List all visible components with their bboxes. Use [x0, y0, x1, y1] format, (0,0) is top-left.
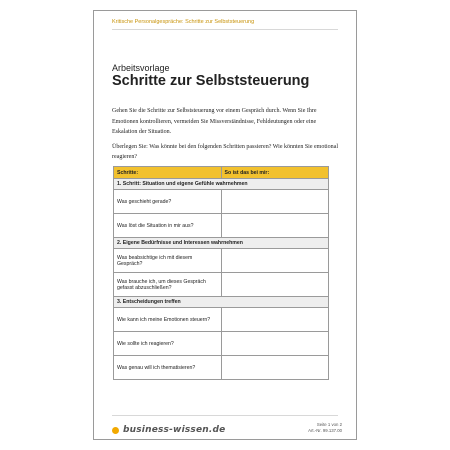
brand-dot-icon — [112, 427, 119, 434]
section-title: 1. Schritt: Situation und eigene Gefühle wahrnehmen — [114, 179, 329, 190]
header-divider — [112, 29, 338, 30]
answer-cell[interactable] — [221, 249, 329, 273]
answer-cell[interactable] — [221, 273, 329, 297]
question-cell: Was beabsichtige ich mit diesem Gespräch? — [114, 249, 222, 273]
document-kicker: Arbeitsvorlage — [112, 63, 170, 73]
running-header: Kritische Personalgespräche: Schritte zur Selbststeuerung — [112, 19, 255, 25]
article-number: Art.-Nr. 99.137.00 — [308, 428, 342, 433]
section-row — [114, 179, 329, 190]
column-header-steps: Schritte: — [114, 167, 222, 179]
table-row — [114, 273, 329, 297]
table-row — [114, 332, 329, 356]
section-title: 3. Entscheidungen treffen — [114, 297, 329, 308]
question-cell: Was genau will ich thematisieren? — [114, 356, 222, 380]
table-header-row — [114, 167, 329, 179]
question-cell: Was löst die Situation in mir aus? — [114, 214, 222, 238]
table-row — [114, 190, 329, 214]
table-row — [114, 356, 329, 380]
section-row — [114, 297, 329, 308]
question-cell: Wie kann ich meine Emotionen steuern? — [114, 308, 222, 332]
answer-cell[interactable] — [221, 332, 329, 356]
table-row — [114, 249, 329, 273]
page-number: Seite 1 von 2 — [316, 422, 342, 427]
answer-cell[interactable] — [221, 214, 329, 238]
section-title: 2. Eigene Bedürfnisse und Interessen wahrnehmen — [114, 238, 329, 249]
answer-cell[interactable] — [221, 356, 329, 380]
brand-logo — [112, 425, 225, 435]
table-row — [114, 214, 329, 238]
question-cell: Was geschieht gerade? — [114, 190, 222, 214]
footer-divider — [112, 415, 338, 416]
intro-text — [112, 106, 340, 167]
section-row — [114, 238, 329, 249]
answer-cell[interactable] — [221, 190, 329, 214]
answer-cell[interactable] — [221, 308, 329, 332]
page-title: Schritte zur Selbststeuerung — [112, 73, 310, 89]
question-cell: Wie sollte ich reagieren? — [114, 332, 222, 356]
intro-paragraph-1: Gehen Sie die Schritte zur Selbststeuerung vor einem Gespräch durch. Wenn Sie Ihre Emotionen kontrollieren, vermeiden Sie Missverständnisse, Fehldeutungen oder eine Eskalation der Situation. — [112, 108, 317, 135]
worksheet-table — [113, 166, 329, 380]
question-cell: Was brauche ich, um dieses Gespräch gefasst abzuschließen? — [114, 273, 222, 297]
page-meta — [308, 422, 342, 434]
table-row — [114, 308, 329, 332]
document-page — [93, 10, 357, 440]
column-header-mine: So ist das bei mir: — [221, 167, 329, 179]
intro-paragraph-2: Überlegen Sie: Was könnte bei den folgenden Schritten passieren? Wie könnten Sie emotional reagieren? — [112, 143, 338, 160]
brand-name: business-wissen.de — [123, 425, 226, 435]
